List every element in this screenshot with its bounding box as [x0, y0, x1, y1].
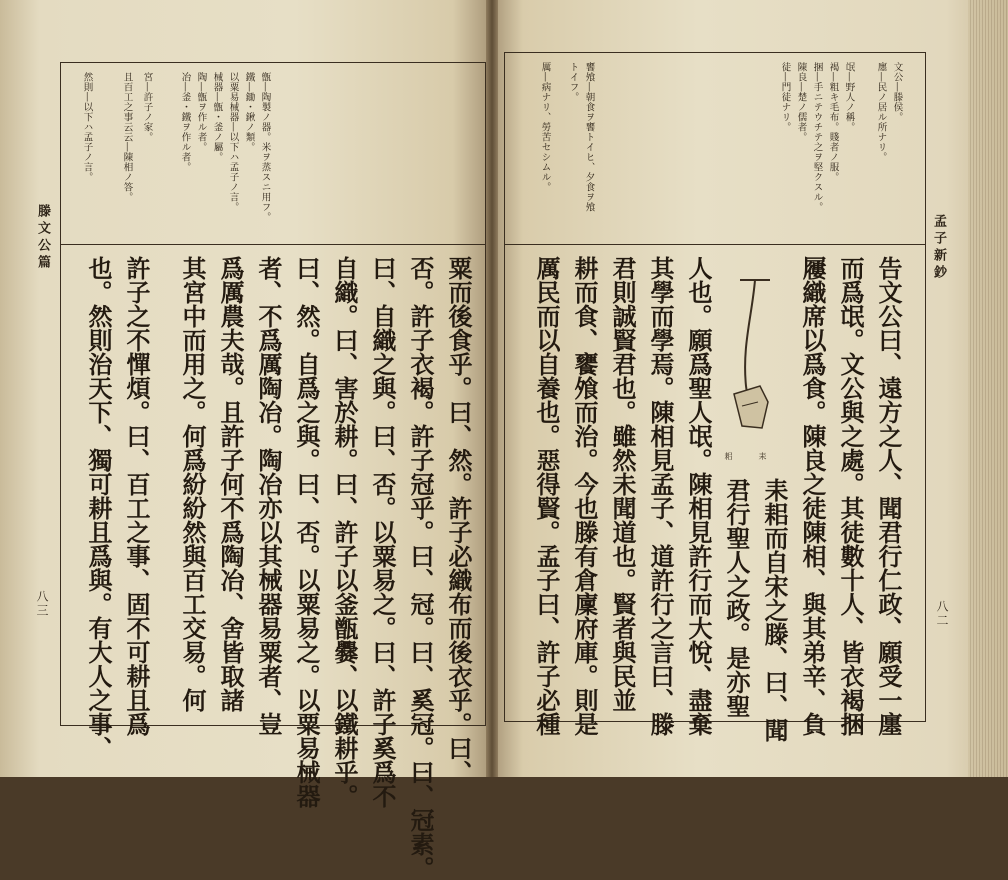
plow-drawing	[712, 276, 782, 446]
right-page-number: 八二	[935, 600, 949, 628]
left-page-divider	[60, 244, 486, 245]
note-line: 冶―釜・鐵ヲ作ル者。	[179, 72, 191, 172]
main-text-column: 君行聖人之政。是亦聖	[722, 478, 751, 718]
note-line: 鐵―鋤・鍬ノ類。	[243, 72, 255, 152]
main-text-column: 者、不爲厲陶冶。陶冶亦以其械器易粟者、豈	[254, 256, 283, 736]
main-text-column: 耕而食、饔飧而治。今也滕有倉廩府庫。則是	[570, 256, 599, 736]
main-text-column: 曰、自織之與。曰、否。以粟易之。曰、許子奚爲不	[368, 256, 397, 808]
main-text-column: 許子之不憚煩。曰、百工之事、固不可耕且爲	[122, 256, 151, 736]
main-text-column: 否。許子衣褐。許子冠乎。曰、冠。曰、奚冠。曰、冠素。	[406, 256, 435, 880]
note-line: 褐―粗キ毛布。賤者ノ服。	[827, 62, 839, 182]
illustration-label: 耒	[758, 452, 767, 460]
main-text-column: 其學而學焉。陳相見孟子、道許行之言曰、滕	[646, 256, 675, 736]
left-page	[0, 0, 492, 880]
main-text-column: 爲厲農夫哉。且許子何不爲陶冶、舍皆取諸	[216, 256, 245, 712]
note-line: 且百工之事云云―陳相ノ答。	[121, 72, 133, 202]
note-line: 械器―甑・釜ノ屬。	[211, 72, 223, 162]
book-gutter	[486, 0, 498, 777]
note-line: 氓―野人ノ稱。	[843, 62, 855, 132]
page-edges	[968, 0, 1008, 777]
main-text-column: 曰、然。自爲之與。曰、否。以粟易之。以粟易械器	[292, 256, 321, 808]
main-text-column: 君則誠賢君也。雖然未聞道也。賢者與民並	[608, 256, 637, 712]
right-running-head: 孟子新鈔	[931, 214, 946, 282]
left-running-head: 滕文公篇	[35, 204, 50, 272]
note-line: 甑―陶製ノ器。米ヲ蒸スニ用フ。	[259, 72, 271, 222]
main-text-column: 人也。願爲聖人氓。陳相見許行而大悅、盡棄	[684, 256, 713, 736]
note-line: 饔飧―朝食ヲ饔トイヒ、夕食ヲ飧	[583, 62, 595, 212]
main-text-column: 屨織席以爲食。陳良之徒陳相、與其弟辛、負	[798, 256, 827, 736]
note-line: 廛―民ノ居ル所ナリ。	[875, 62, 887, 162]
right-page-divider	[504, 244, 926, 245]
main-text-column: 告文公曰、遠方之人、聞君行仁政、願受一廛	[874, 256, 903, 736]
note-line: 文公―滕侯。	[891, 62, 903, 122]
note-line: 徒―門徒ナリ。	[779, 62, 791, 132]
plow-illustration	[712, 276, 782, 446]
main-text-column: 也。然則治天下、獨可耕且爲與。有大人之事、	[84, 256, 113, 760]
note-line: 以粟易械器―以下ハ孟子ノ言。	[227, 72, 239, 212]
note-line: トイフ。	[567, 62, 579, 102]
note-line: 捆―手ニテウチテ之ヲ堅クスル。	[811, 62, 823, 212]
left-page-number: 八三	[35, 590, 49, 618]
illustration-label: 耜	[724, 452, 733, 460]
main-text-column: 自織。曰、害於耕。曰、許子以釜甑爨、以鐵耕乎。	[330, 256, 359, 808]
note-line: 厲―病ナリ、勞苦セシムル。	[539, 62, 551, 192]
main-text-column: 而爲氓。文公與之處。其徒數十人、皆衣褐捆	[836, 256, 865, 736]
note-line: 然則―以下ハ孟子ノ言。	[81, 72, 93, 182]
note-line: 陳良―楚ノ儒者。	[795, 62, 807, 142]
main-text-column: 其宮中而用之。何爲紛紛然與百工交易。何	[178, 256, 207, 712]
note-line: 陶―甑ヲ作ル者。	[195, 72, 207, 152]
main-text-column: 粟而後食乎。曰、然。許子必織布而後衣乎。曰、	[444, 256, 473, 784]
main-text-column: 厲民而以自養也。惡得賢。孟子曰、許子必種	[532, 256, 561, 736]
main-text-column: 耒耜而自宋之滕、曰、聞	[760, 478, 789, 742]
note-line: 宮―許子ノ家。	[141, 72, 153, 142]
